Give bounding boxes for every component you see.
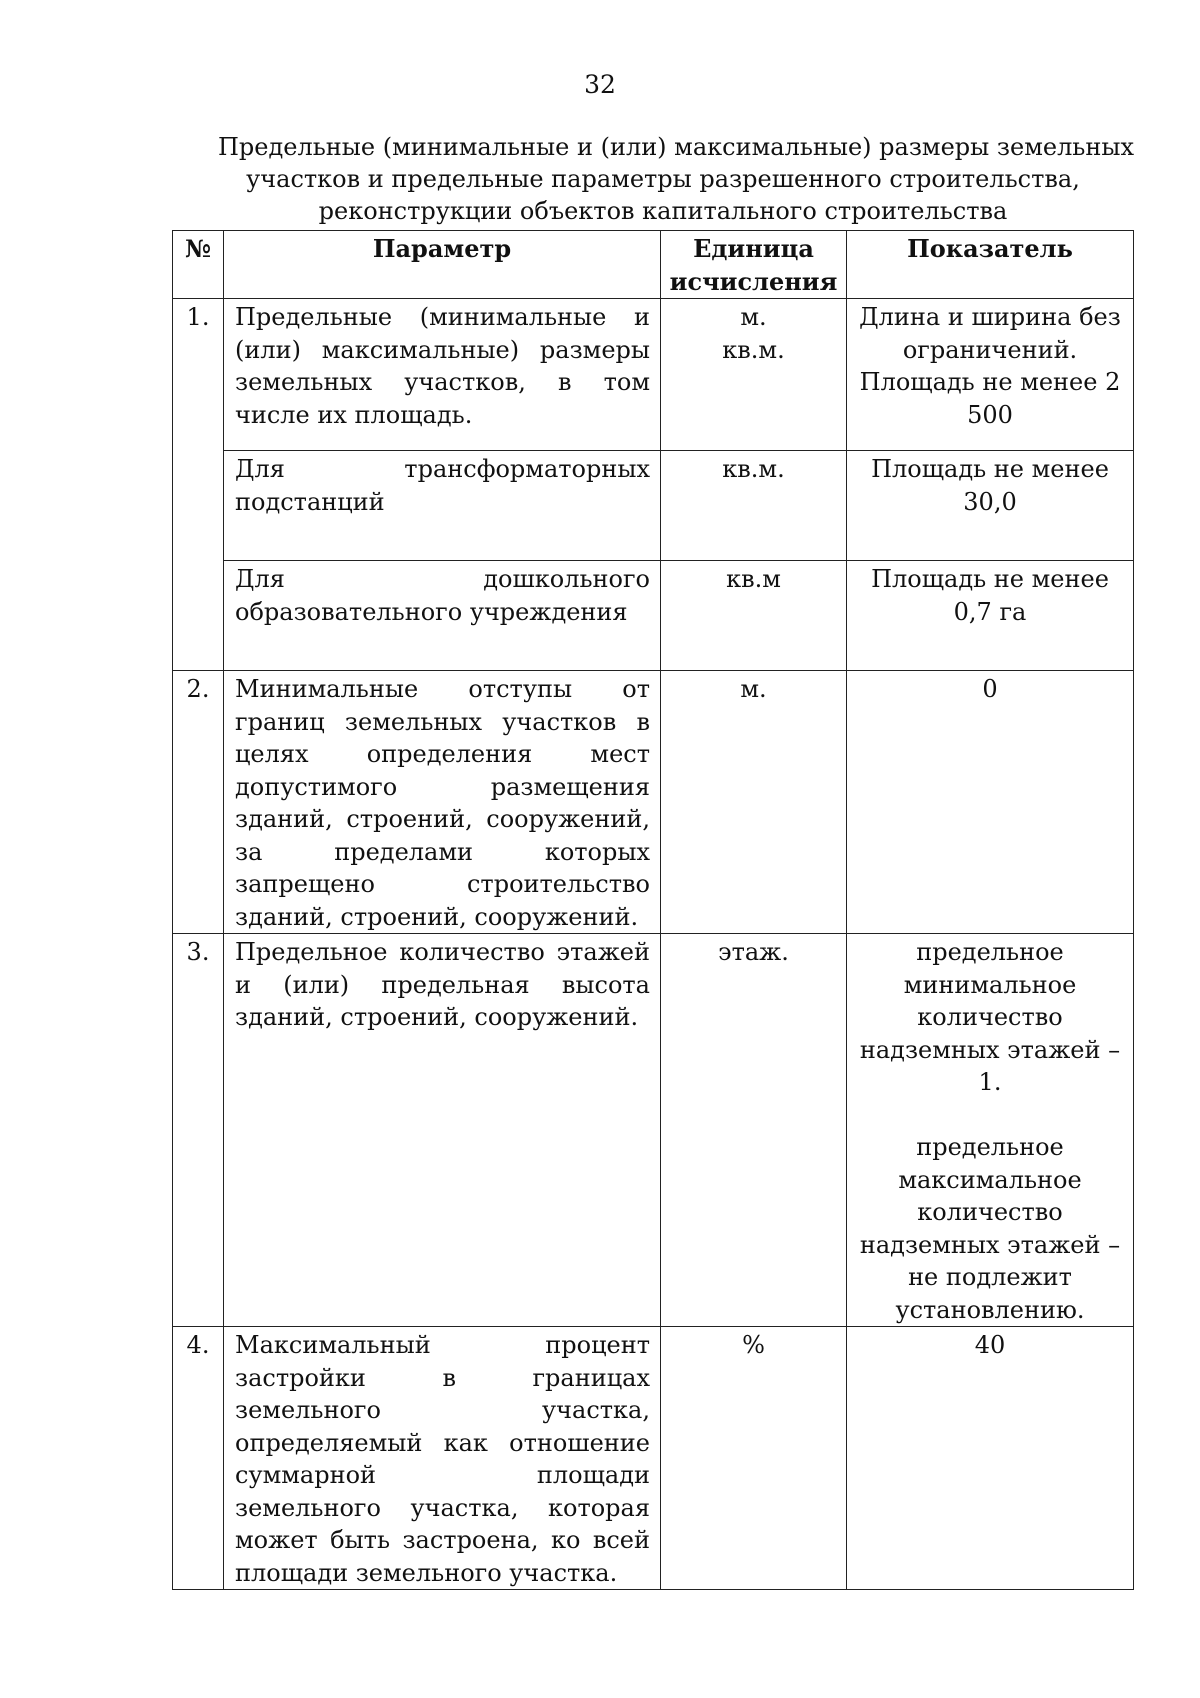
row-number: 1. <box>173 299 224 671</box>
header-number: № <box>173 231 224 299</box>
row-unit: м. кв.м. <box>661 299 847 451</box>
parameters-table <box>172 230 1134 1590</box>
row-value: предельное минимальное количество надземных этажей – 1. предельное максимальное количество надземных этажей – не подлежит установлению. <box>847 934 1134 1327</box>
row-value: 0 <box>847 671 1134 934</box>
title-line-2: участков и предельные параметры разрешенного строительства, <box>246 165 1080 193</box>
row-parameter: Минимальные отступы от границ земельных участков в целях определения мест допустимого размещения зданий, строений, сооружений, за пределами которых запрещено строительство зданий, строений, сооружений. <box>224 671 661 934</box>
document-title <box>218 131 1135 227</box>
row-parameter: Максимальный процент застройки в границах земельного участка, определяемый как отношение суммарной площади земельного участка, которая может быть застроена, ко всей площади земельного участка. <box>224 1327 661 1590</box>
row-parameter: Для трансформаторных подстанций <box>224 451 661 561</box>
header-parameter: Параметр <box>224 231 661 299</box>
title-line-1: Предельные (минимальные и (или) максимальные) размеры земельных <box>218 133 1135 161</box>
row-parameter: Для дошкольного образовательного учреждения <box>224 561 661 671</box>
page-number: 32 <box>584 70 616 99</box>
row-value: 40 <box>847 1327 1134 1590</box>
title-line-3: реконструкции объектов капитального строительства <box>318 197 1008 225</box>
row-parameter: Предельное количество этажей и (или) предельная высота зданий, строений, сооружений. <box>224 934 661 1327</box>
row-value: Площадь не менее 30,0 <box>847 451 1134 561</box>
row-value: Площадь не менее 0,7 га <box>847 561 1134 671</box>
table-row <box>173 451 1134 561</box>
row-unit: % <box>661 1327 847 1590</box>
row-number: 3. <box>173 934 224 1327</box>
row-unit: кв.м <box>661 561 847 671</box>
table-row <box>173 671 1134 934</box>
table-row <box>173 299 1134 451</box>
row-unit: этаж. <box>661 934 847 1327</box>
row-number: 2. <box>173 671 224 934</box>
table-row <box>173 1327 1134 1590</box>
table-header-row <box>173 231 1134 299</box>
table-row <box>173 934 1134 1327</box>
table-row <box>173 561 1134 671</box>
row-parameter: Предельные (минимальные и (или) максимальные) размеры земельных участков, в том числе их площадь. <box>224 299 661 451</box>
row-unit: кв.м. <box>661 451 847 561</box>
row-unit: м. <box>661 671 847 934</box>
header-value: Показатель <box>847 231 1134 299</box>
row-number: 4. <box>173 1327 224 1590</box>
header-unit: Единица исчисления <box>661 231 847 299</box>
row-value: Длина и ширина без ограничений. Площадь не менее 2 500 <box>847 299 1134 451</box>
